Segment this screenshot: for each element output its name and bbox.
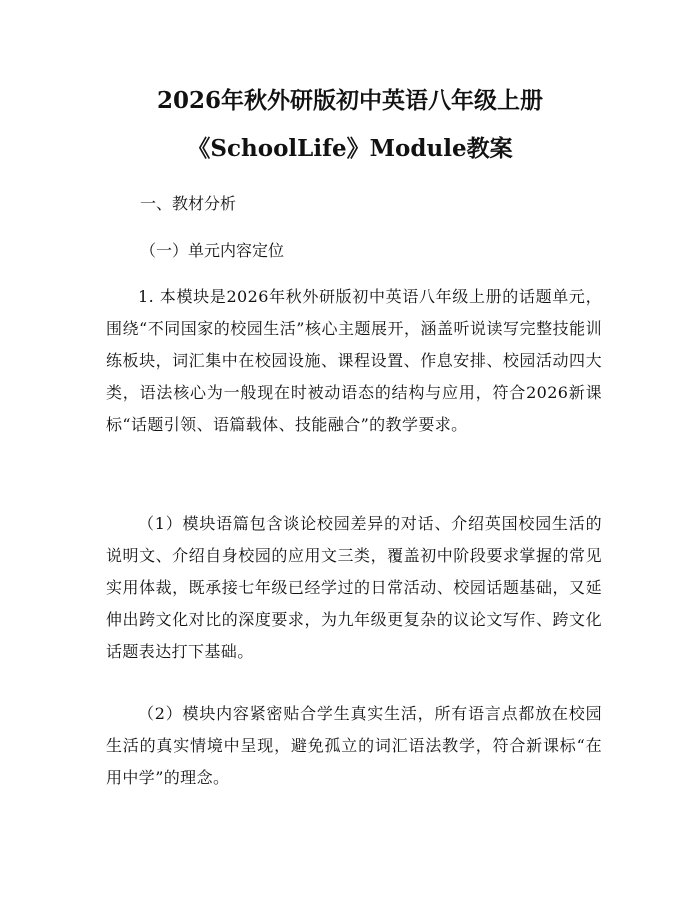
- document-title-line-2: 《SchoolLife》Module教案: [187, 135, 513, 162]
- section-heading: 一、教材分析: [140, 194, 237, 213]
- document-title-line-1: 2026年秋外研版初中英语八年级上册: [156, 87, 543, 114]
- paragraph-real-life-context: （2）模块内容紧密贴合学生真实生活，所有语言点都放在校园生活的真实情境中呈现，避免孤立的词汇语法教学，符合新课标“在用中学”的理念。: [106, 704, 602, 787]
- subsection-heading: （一）单元内容定位: [140, 241, 285, 260]
- paragraph-module-overview: 1. 本模块是2026年秋外研版初中英语八年级上册的话题单元，围绕“不同国家的校园生活”核心主题展开，涵盖听说读写完整技能训练板块，词汇集中在校园设施、课程设置、作息安排、校园活动四大类，语法核心为一般现在时被动语态的结构与应用，符合2026新课标“话题引领、语篇载体、技能融合”的教学要求。: [106, 287, 602, 434]
- paragraph-text-types: （1）模块语篇包含谈论校园差异的对话、介绍英国校园生活的说明文、介绍自身校园的应用文三类，覆盖初中阶段要求掌握的常见实用体裁，既承接七年级已经学过的日常活动、校园话题基础，又延伸出跨文化对比的深度要求，为九年级更复杂的议论文写作、跨文化话题表达打下基础。: [106, 514, 602, 661]
